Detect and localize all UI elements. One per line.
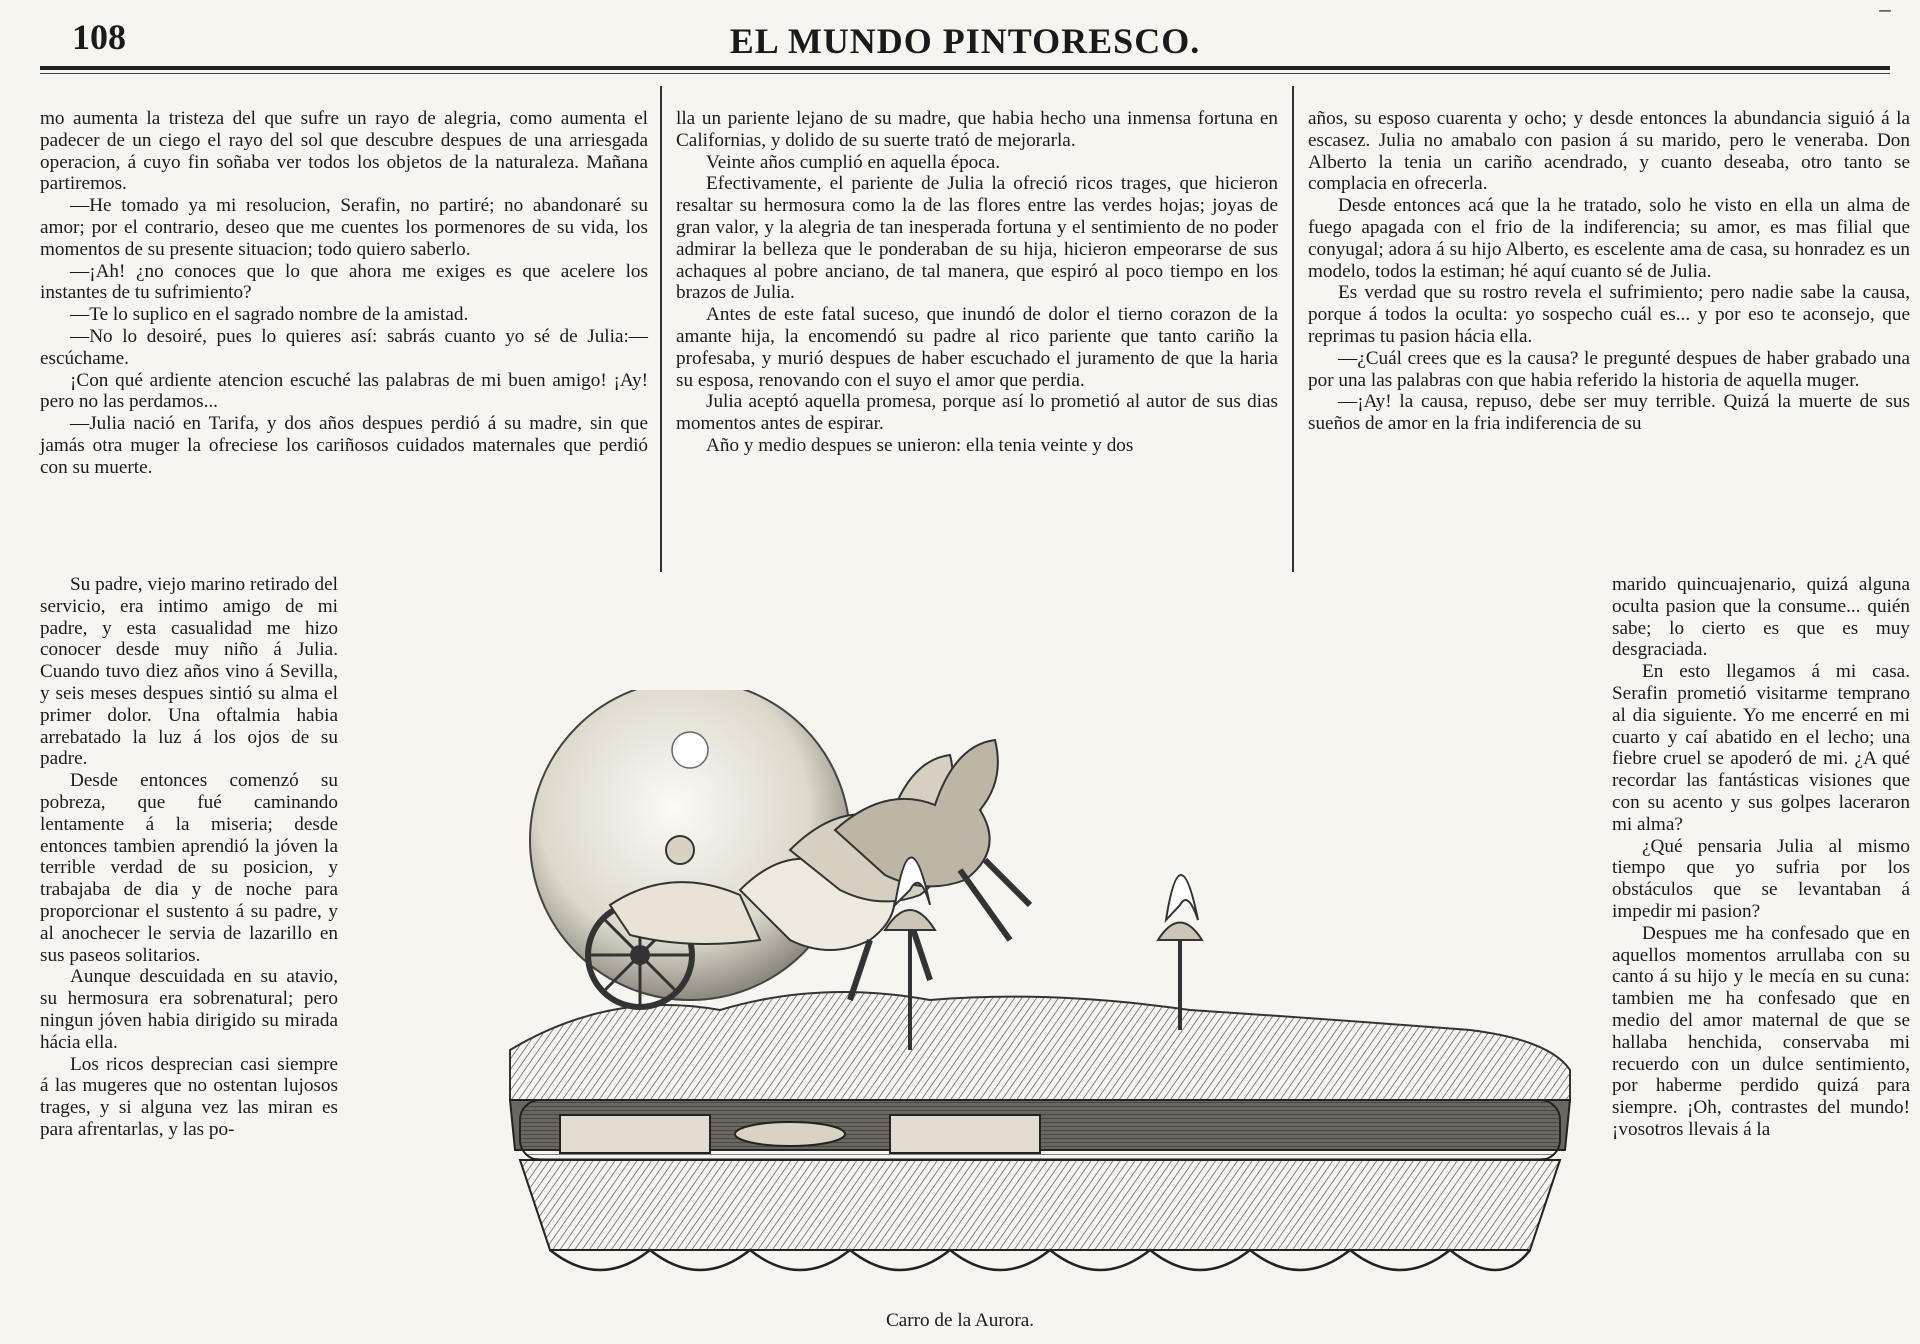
paragraph: Veinte años cumplió en aquella época. <box>706 151 1001 173</box>
paragraph: lla un pariente lejano de su madre, que habia hecho una inmensa fortuna en Californias, y dolido de su suerte trató de mejorarla. <box>676 108 1278 151</box>
paragraph: Desde entonces comenzó su pobreza, que fué caminando lentamente á la miseria; desde entonces tambien aprendió la jóven la terrible verdad de su posicion, y trabajaba de dia y de noche para proporcionar el sustento á su padre, y al anochecer le servia de lazarillo en sus paseos solitarios. <box>40 770 338 966</box>
fish-ornament <box>735 1122 845 1146</box>
paragraph: —Te lo suplico en el sagrado nombre de la amistad. <box>70 304 469 326</box>
header-rule-thin <box>40 73 1890 74</box>
paragraph: mo aumenta la tristeza del que sufre un rayo de alegria, como aumenta el padecer de un ciego el rayo del sol que descubre despues de una arriesgada operacion, á cuyo fin soñaba ver todos los objetos de la naturaleza. Mañana partiremos. <box>40 108 648 195</box>
paragraph: —¡Ay! la causa, repuso, debe ser muy terrible. Quizá la muerte de sus sueños de amor en la fria indiferencia de su <box>1308 391 1910 435</box>
engraving-figure <box>490 690 1590 1290</box>
column-3-top <box>1308 108 1910 435</box>
chariot-of-dawn-engraving <box>490 690 1590 1290</box>
paragraph: Desde entonces acá que la he tratado, solo he visto en ella un alma de fuego apagada con el frio de la indiferencia; su amor, es mas filial que conyugal; adora á su hijo Alberto, es escelente ama de casa, su honradez es un modelo, todos la estiman; hé aquí cuanto sé de Julia. <box>1308 195 1910 282</box>
ink-mark: ‾ <box>1880 8 1890 41</box>
ornament-panel-1 <box>560 1115 710 1153</box>
paragraph: —¿Cuál crees que es la causa? le pregunté despues de haber grabado una por una las palabras con que habia referido la historia de aquella muger. <box>1308 347 1910 391</box>
paragraph: ¿Qué pensaria Julia al mismo tiempo que yo sufria por los obstáculos que se levantaban á impedir mi pasion? <box>1612 835 1910 922</box>
carriage-base <box>520 1160 1560 1250</box>
charioteer <box>666 836 694 864</box>
masthead-title: EL MUNDO PINTORESCO. <box>729 21 1201 61</box>
column-divider-2 <box>1292 86 1294 572</box>
paragraph: Julia aceptó aquella promesa, porque así lo prometió al autor de sus dias momentos antes de espirar. <box>676 391 1278 435</box>
column-2 <box>676 108 1278 457</box>
paragraph: —He tomado ya mi resolucion, Serafin, no partiré; no abandonaré su amor; por el contrario, deseo que me cuentes los pormenores de su vida, los momentos de su presente situacion; todo quiero saberlo. <box>40 195 648 260</box>
paragraph: Su padre, viejo marino retirado del servicio, era intimo amigo de mi padre, y esta casualidad me hizo conocer desde muy niño á Julia. Cuando tuvo diez años vino á Sevilla, y seis meses despues sintió su alma el primer dolor. Una oftalmia habia arrebatado la luz á los ojos de su padre. <box>40 574 338 770</box>
paragraph: Despues me ha confesado que en aquellos momentos arrullaba con su canto á su hijo y le mecía en su cuna: tambien me ha confesado que en medio del amor maternal de que se hallaba henchida, conservaba mi recuerdo con un dulce sentimiento, por haberme perdido quizá para siempre. ¡Oh, contrastes del mundo! ¡vosotros llevais á la <box>1612 922 1910 1140</box>
paragraph: En esto llegamos á mi casa. Serafin prometió visitarme temprano al dia siguiente. Yo me encerré en mi cuarto y caí abatido en el lecho; una fiebre cruel se apoderó de mi. ¿A qué recordar las fantásticas visiones que con su acento y sus golpes laceraron mi alma? <box>1612 661 1910 835</box>
header-rule <box>40 66 1890 70</box>
cloud-ground <box>510 992 1570 1100</box>
scallop-skirt <box>550 1250 1530 1270</box>
paragraph: Aunque descuidada en su atavio, su hermosura era sobrenatural; pero ningun jóven habia dirigido su mirada hácia ella. <box>40 966 338 1053</box>
paragraph: Los ricos desprecian casi siempre á las mugeres que no ostentan lujosos trages, y si alguna vez las miran es para afrentarlas, y las po- <box>40 1053 338 1140</box>
paragraph: ¡Con qué ardiente atencion escuché las palabras de mi buen amigo! ¡Ay! pero no las perdamos... <box>40 369 648 413</box>
paragraph: Es verdad que su rostro revela el sufrimiento; pero nadie sabe la causa, porque á todos la oculta: yo sospecho cuál es... y por eso te aconsejo, que reprimas tu pasion hácia ella. <box>1308 282 1910 347</box>
column-1-top <box>40 108 648 479</box>
paragraph: marido quincuajenario, quizá alguna oculta pasion que la consume... quién sabe; lo cierto es que es muy desgraciada. <box>1612 574 1910 661</box>
page-number: 108 <box>72 17 126 57</box>
paragraph: Antes de este fatal suceso, que inundó de dolor el tierno corazon de la amante hija, la encomendó su padre al rico pariente que tanto cariño la profesaba, y murió despues de haber escuchado el juramento de que la haria su esposa, renovando con el suyo el amor que perdia. <box>676 304 1278 391</box>
figure-caption: Carro de la Aurora. <box>885 1310 1035 1331</box>
paragraph: —No lo desoiré, pues lo quieres así: sabrás cuanto yo sé de Julia:—escúchame. <box>40 325 648 369</box>
ornament-panel-2 <box>890 1115 1040 1153</box>
paragraph: Efectivamente, el pariente de Julia la ofreció ricos trages, que hicieron resaltar su hermosura como la de las flores entre las verdes hojas; joyas de gran valor, y la alegria de tan inesperada fortuna y el sentimiento de no poder admirar la belleza que le ponderaban de su hija, hicieron empeorarse de sus achaques al pobre anciano, de tal manera, que espiró al poco tiempo en los brazos de Julia. <box>676 173 1278 304</box>
moon-shape <box>672 732 708 768</box>
column-1-bottom <box>40 574 338 1141</box>
page-header <box>40 8 1890 60</box>
paragraph: Año y medio despues se unieron: ella tenia veinte y dos <box>706 434 1134 456</box>
paragraph: años, su esposo cuarenta y ocho; y desde entonces la abundancia siguió á la escasez. Julia no amabalo con pasion á su marido, pero le veneraba. Don Alberto la tenia un cariño acendrado, y cuanto deseaba, otro tanto se complacia en ofrecerla. <box>1308 108 1910 195</box>
column-3-bottom <box>1612 574 1910 1141</box>
column-divider-1 <box>660 86 662 572</box>
paragraph: —¡Ah! ¿no conoces que lo que ahora me exiges es que acelere los instantes de tu sufrimiento? <box>40 260 648 304</box>
paragraph: —Julia nació en Tarifa, y dos años despues perdió á su madre, sin que jamás otra muger la ofreciese los cariñosos cuidados maternales que perdió con su muerte. <box>40 413 648 478</box>
